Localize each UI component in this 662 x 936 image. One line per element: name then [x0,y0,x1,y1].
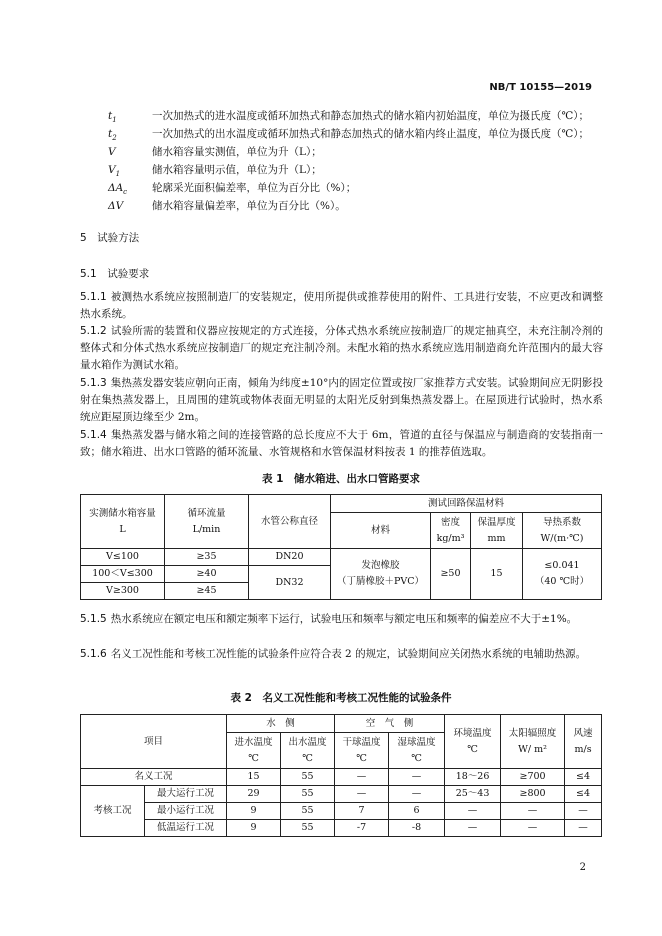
clause-number: 5.1.4 [80,429,107,441]
table-1 [80,494,602,600]
symbol-list [108,107,618,215]
section-heading-5: 5 试验方法 [80,232,140,244]
table-cell: DN32 [249,566,331,600]
header-cell: 项目 [81,715,227,769]
paragraph-5-1-4 [80,427,603,461]
symbol-description: 储水箱容量明示值，单位为升（L）； [152,164,322,176]
clause-text: 集热蒸发器与储水箱之间的连接管路的总长度应不大于 6m，管道的直径与保温应与制造商的安装指南一致；储水箱进、出水口管路的循环流量、水管规格和水管保温材料按表 1 的推荐值选取。 [80,429,603,459]
table-cell: — [335,786,389,803]
table-cell: 29 [227,786,281,803]
clause-text: 热水系统应在额定电压和额定频率下运行，试验电压和频率与额定电压和频率的偏差应不大于±1%。 [110,613,578,625]
symbol-subscript: 1 [115,170,121,179]
table-1-title: 表 1 储水箱进、出水口管路要求 [262,473,420,485]
standard-number: NB/T 10155—2019 [489,82,592,93]
header-cell: 水管公称直径 [249,495,331,549]
paragraph-5-1-6 [80,646,603,663]
table-2 [80,714,602,837]
table-cell: — [501,803,565,820]
header-unit: ℃ [302,752,313,764]
header-unit: mm [487,532,506,544]
table-cell: — [565,820,602,837]
cell-line: 发泡橡胶 [361,560,400,571]
symbol-description: 轮廓采光面积偏差率，单位为百分比（%）； [152,182,357,194]
symbol-subscript: 1 [112,116,117,125]
clause-number: 5.1.2 [80,325,107,337]
table-row [81,786,602,803]
symbol-row [108,143,618,161]
symbol-subscript: 2 [112,134,117,143]
cell-line: （丁腈橡胶＋PVC） [336,576,425,587]
header-text: 进水温度 [234,736,273,748]
table-cell: 25～43 [445,786,501,803]
header-unit: ℃ [467,743,478,755]
table-cell: 名义工况 [81,769,227,786]
symbol-row [108,197,618,215]
table-cell: 6 [389,803,445,820]
clause-text: 被测热水系统应按照制造厂的安装规定，使用所提供或推荐使用的附件、工具进行安装，不应更改和调整热水系统。 [80,291,603,321]
header-unit: W/ m² [518,743,547,755]
table-cell: — [501,820,565,837]
cell-line: ≤0.041 [544,560,580,571]
header-text: 湿球温度 [397,736,436,748]
header-unit: L/min [192,523,221,535]
header-text: 出水温度 [288,736,327,748]
symbol-row [108,125,618,143]
table-cell: ≥700 [501,769,565,786]
paragraph-5-1-5 [80,611,603,628]
table-cell: 55 [281,769,335,786]
paragraph-5-1-1 [80,289,603,323]
symbol: ΔA [108,182,124,194]
header-text: 风速 [573,727,593,739]
table-cell: — [445,820,501,837]
table-cell: — [335,769,389,786]
header-text: 干球温度 [342,736,381,748]
header-unit: ℃ [356,752,367,764]
table-cell: V≤100 [81,549,165,566]
table-cell [523,549,602,600]
table-cell: ≥40 [165,566,249,583]
header-cell [523,513,602,549]
header-unit: L [119,523,126,535]
header-text: 太阳辐照度 [508,727,557,739]
header-unit: m/s [574,743,592,755]
table-cell: 最小运行工况 [145,803,227,820]
header-cell: 材料 [331,513,431,549]
header-cell: 水 侧 [227,715,335,733]
header-unit: W/(m·℃) [540,532,584,544]
symbol: V [108,164,116,176]
table-cell: 7 [335,803,389,820]
table-cell: ≥45 [165,583,249,600]
table-row [81,549,602,566]
table-cell: — [565,803,602,820]
table-cell: 55 [281,803,335,820]
table-cell: — [389,786,445,803]
table-row [81,820,602,837]
symbol-row [108,107,618,125]
table-cell: 55 [281,786,335,803]
table-cell: — [389,769,445,786]
table-cell: 低温运行工况 [145,820,227,837]
clause-text: 集热蒸发器安装应朝向正南，倾角为纬度±10°内的固定位置或按厂家推荐方式安装。试验期间应无阴影投射在集热蒸发器上，且周围的建筑或物体表面无明显的太阳光反射到集热蒸发器上。在屋顶进行试验时，热水系统应距屋顶边缘至少 2m。 [80,377,603,424]
clause-number: 5.1.3 [80,377,107,389]
symbol-row [108,161,618,179]
header-text: 实测储水箱容量 [89,507,156,519]
table-cell: DN20 [249,549,331,566]
symbol-description: 储水箱容量实测值，单位为升（L）； [152,146,322,158]
page-number: 2 [579,862,586,873]
symbol: ΔV [108,200,124,212]
table-cell: 100＜V≤300 [81,566,165,583]
paragraph-5-1-3 [80,375,603,427]
table-cell: 15 [227,769,281,786]
table-cell: 9 [227,803,281,820]
header-cell [281,733,335,769]
table-cell: — [445,803,501,820]
header-cell [81,495,165,549]
header-text: 导热系数 [543,516,582,528]
table-cell: 18～26 [445,769,501,786]
cell-line: （40 ℃时） [534,576,590,587]
table-cell: -7 [335,820,389,837]
header-cell [165,495,249,549]
header-cell: 空 气 侧 [335,715,445,733]
symbol: V [108,146,116,158]
header-cell [565,715,602,769]
header-cell [389,733,445,769]
table-row [81,769,602,786]
table-2-title: 表 2 名义工况性能和考核工况性能的试验条件 [230,692,452,704]
header-unit: ℃ [411,752,422,764]
clause-text: 名义工况性能和考核工况性能的试验条件应符合表 2 的规定，试验期间应关闭热水系统的电辅助热源。 [110,648,587,660]
header-cell [501,715,565,769]
table-row [81,803,602,820]
header-cell [227,733,281,769]
symbol-subscript: c [123,188,128,197]
symbol-description: 储水箱容量偏差率，单位为百分比（%）。 [152,200,346,212]
table-cell: -8 [389,820,445,837]
header-cell [445,715,501,769]
table-cell: ≥35 [165,549,249,566]
section-heading-5-1: 5.1 试验要求 [80,268,150,280]
clause-text: 试验所需的装置和仪器应按规定的方式连接，分体式热水系统应按制造厂的规定抽真空，未充注制冷剂的整体式和分体式热水系统应按制造厂的规定充注制冷剂。未配水箱的热水系统应选用制造商允许范围内的最大容量水箱作为测试水箱。 [80,325,603,372]
header-cell [431,513,471,549]
table-cell: 最大运行工况 [145,786,227,803]
header-cell: 测试回路保温材料 [331,495,602,513]
clause-number: 5.1.6 [80,648,107,660]
header-text: 循环流量 [187,507,226,519]
clause-number: 5.1.1 [80,291,107,303]
header-unit: ℃ [248,752,259,764]
symbol: t [108,110,113,122]
header-text: 保温厚度 [477,516,516,528]
header-text: 环境温度 [453,727,492,739]
table-cell: 9 [227,820,281,837]
header-cell [471,513,523,549]
symbol-description: 一次加热式的进水温度或循环加热式和静态加热式的储水箱内初始温度，单位为摄氏度（℃）； [152,110,589,122]
symbol-row [108,179,618,197]
header-unit: kg/m³ [436,532,465,544]
table-cell: 考核工况 [81,786,145,837]
table-cell: ≥50 [431,549,471,600]
header-text: 密度 [440,516,460,528]
header-cell [335,733,389,769]
symbol: t [108,128,113,140]
table-cell: ≤4 [565,769,602,786]
table-cell [331,549,431,600]
clause-number: 5.1.5 [80,613,107,625]
table-cell: 15 [471,549,523,600]
table-cell: V≥300 [81,583,165,600]
table-cell: ≥800 [501,786,565,803]
table-cell: ≤4 [565,786,602,803]
symbol-description: 一次加热式的出水温度或循环加热式和静态加热式的储水箱内终止温度，单位为摄氏度（℃）； [152,128,589,140]
paragraph-5-1-2 [80,323,603,375]
table-cell: 55 [281,820,335,837]
